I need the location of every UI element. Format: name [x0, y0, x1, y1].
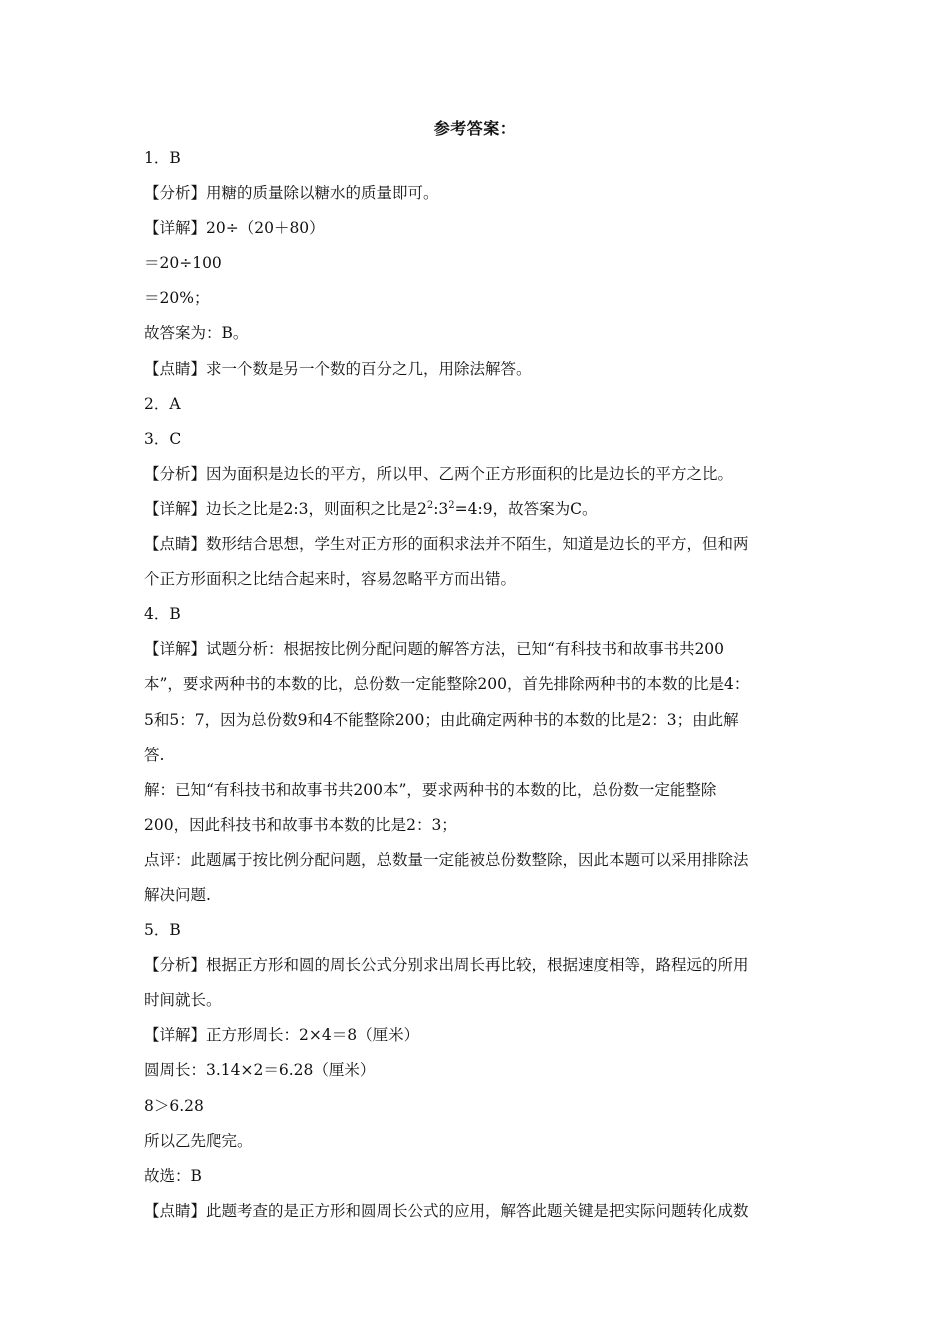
calc-line: ＝20%；: [144, 289, 210, 308]
analysis-line: 时间就长。: [144, 991, 222, 1010]
superscript: 2: [448, 499, 455, 511]
calc-line: 8＞6.28: [144, 1096, 204, 1115]
detail-tag: 【详解】: [144, 640, 207, 659]
comment-line: 【点睛】此题考查的是正方形和圆周长公式的应用，解答此题关键是把实际问题转化成数: [144, 1201, 749, 1220]
analysis-tag: 【分析】: [144, 956, 207, 975]
analysis-line: 【分析】根据正方形和圆的周长公式分别求出周长再比较，根据速度相等，路程远的所用: [144, 956, 749, 975]
detail-line: 答.: [144, 745, 165, 764]
conclusion-line: 故答案为：B。: [144, 324, 249, 343]
detail-tag: 【详解】: [144, 499, 207, 518]
answer-4-heading: 4．B: [144, 605, 181, 624]
solution-line: 解：已知“有科技书和故事书共200本”，要求两种书的本数的比，总份数一定能整除: [144, 780, 717, 799]
detail-line: 【详解】试题分析：根据按比例分配问题的解答方法，已知“有科技书和故事书共200: [144, 640, 725, 659]
comment-tag: 【点睛】: [144, 535, 207, 554]
detail-tag: 【详解】: [144, 219, 207, 238]
detail-tag: 【详解】: [144, 1026, 207, 1045]
detail-line: 本”，要求两种书的本数的比，总份数一定能整除200，首先排除两种书的本数的比是4：: [144, 675, 750, 694]
detail-line: 【详解】正方形周长：2×4＝8（厘米）: [144, 1026, 420, 1045]
comment-line: 个正方形面积之比结合起来时，容易忽略平方而出错。: [144, 570, 517, 589]
conclusion-line: 故选：B: [144, 1166, 202, 1185]
analysis-tag: 【分析】: [144, 184, 207, 203]
answer-2-heading: 2．A: [144, 394, 181, 413]
solution-line: 200，因此科技书和故事书本数的比是2：3；: [144, 815, 457, 834]
detail-line: 【详解】边长之比是2:3，则面积之比是$2^2:3^2=4:9$，故答案为C。: [144, 499, 598, 518]
review-line: 点评：此题属于按比例分配问题，总数量一定能被总份数整除，因此本题可以采用排除法: [144, 850, 749, 869]
calc-line: ＝20÷100: [144, 254, 222, 273]
comment-line: 【点睛】求一个数是另一个数的百分之几，用除法解答。: [144, 359, 532, 378]
analysis-line: 【分析】因为面积是边长的平方，所以甲、乙两个正方形面积的比是边长的平方之比。: [144, 464, 734, 483]
analysis-line: 【分析】用糖的质量除以糖水的质量即可。: [144, 184, 439, 203]
answer-3-heading: 3．C: [144, 429, 182, 448]
answer-5-heading: 5．B: [144, 921, 181, 940]
review-line: 解决问题.: [144, 885, 211, 904]
answer-body: [144, 141, 804, 1229]
answer-1-heading: 1．B: [144, 149, 181, 167]
conclusion-line: 所以乙先爬完。: [144, 1131, 253, 1150]
detail-line: 5和5：7，因为总份数9和4不能整除200；由此确定两种书的本数的比是2：3；由此解: [144, 710, 739, 729]
analysis-tag: 【分析】: [144, 464, 207, 483]
calc-line: 圆周长：3.14×2＝6.28（厘米）: [144, 1061, 376, 1080]
comment-tag: 【点睛】: [144, 1201, 207, 1220]
detail-line: 【详解】20÷（20＋80）: [144, 219, 325, 238]
superscript: 2: [426, 499, 434, 511]
comment-tag: 【点睛】: [144, 359, 207, 378]
comment-line: 【点睛】数形结合思想，学生对正方形的面积求法并不陌生，知道是边长的平方，但和两: [144, 535, 749, 554]
page-title: 参考答案：: [433, 119, 517, 138]
